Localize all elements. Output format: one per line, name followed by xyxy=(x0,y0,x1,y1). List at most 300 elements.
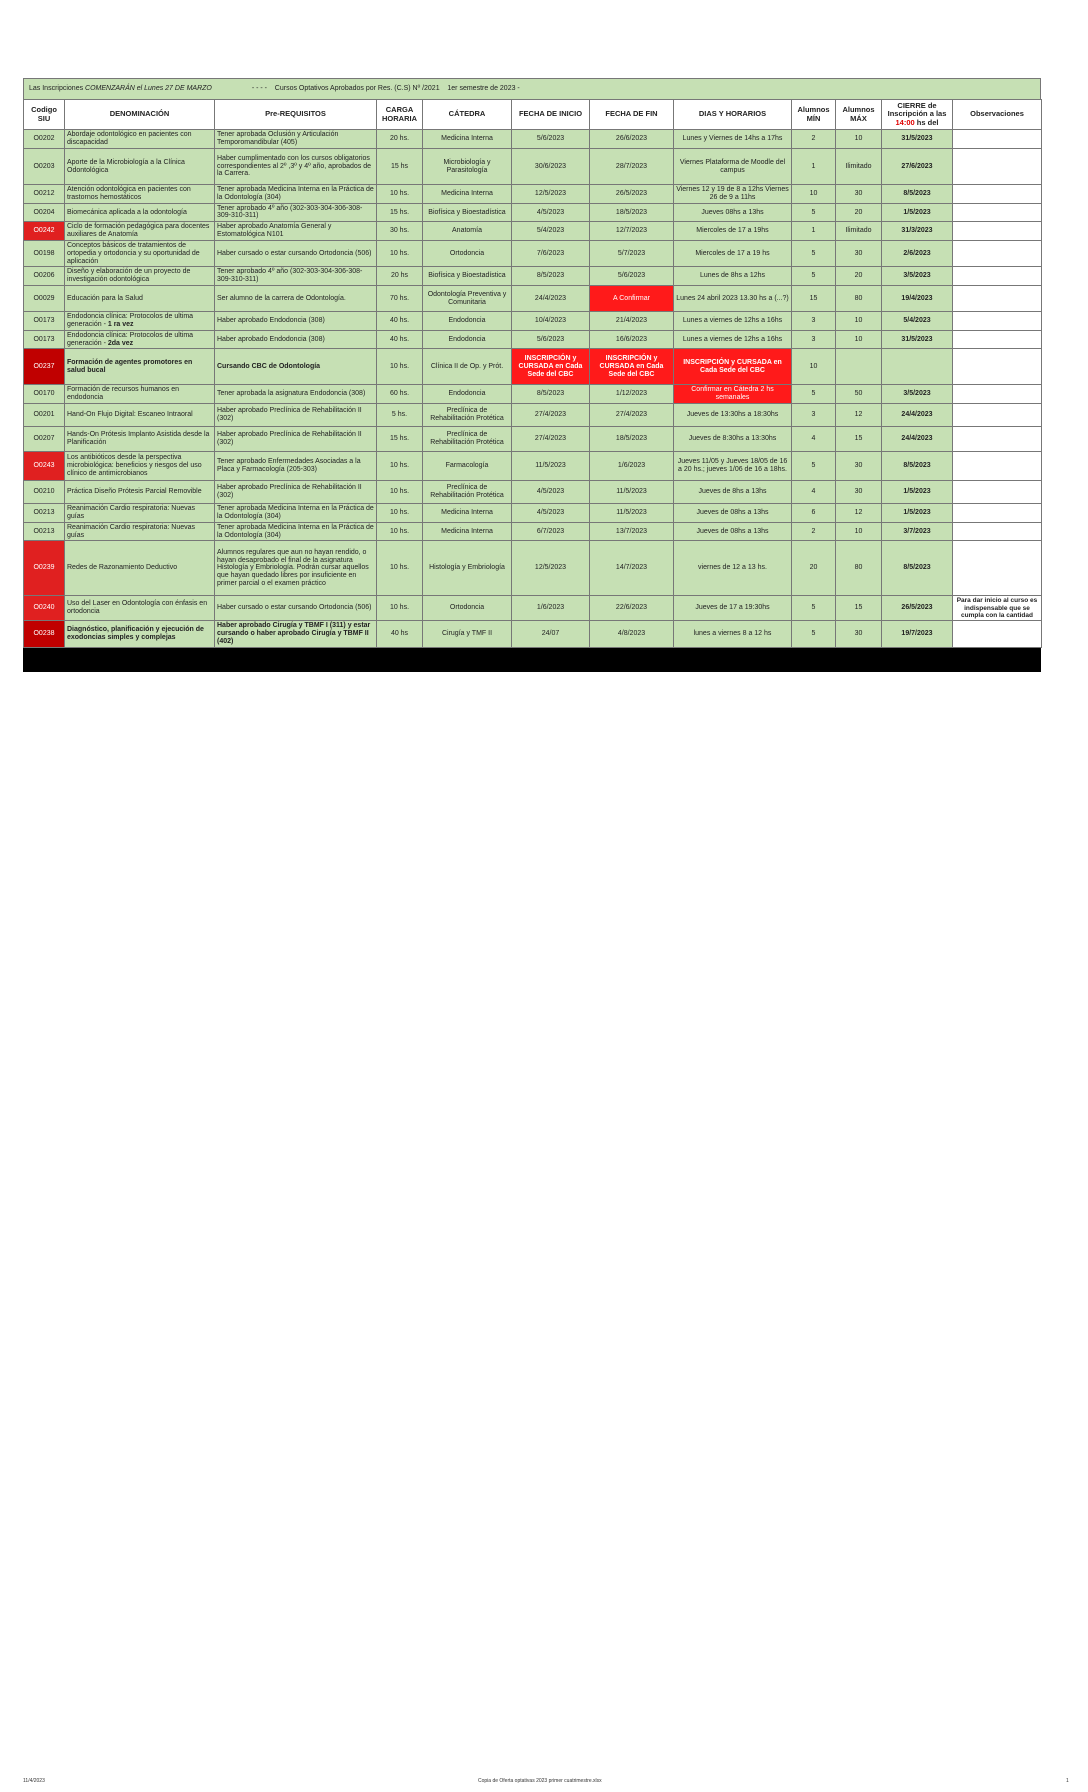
pre-text: Haber aprobado Cirugía y TBMF I (311) y estar cursando o haber aprobado Cirugía y TBMF II (402) xyxy=(217,622,371,646)
cell-inicio xyxy=(512,404,590,427)
header-catedra: CÁTEDRA xyxy=(423,100,512,130)
cell-inicio xyxy=(512,385,590,404)
cell-dias xyxy=(674,481,792,504)
cell-fin xyxy=(590,330,674,349)
cell-obs xyxy=(953,522,1042,541)
min-text: 3 xyxy=(811,335,816,343)
max-text: Ilimitado xyxy=(845,227,872,235)
cell-den xyxy=(65,267,215,286)
dias-text: Jueves de 08hs a 13hs xyxy=(696,527,769,535)
cell-inicio xyxy=(512,185,590,204)
cell-min xyxy=(792,481,836,504)
cierre-text: 26/5/2023 xyxy=(901,604,933,612)
cell-den xyxy=(65,522,215,541)
code-text: O0170 xyxy=(33,390,55,398)
table-row xyxy=(24,185,1042,204)
cell-min xyxy=(792,349,836,385)
cierre-text: 1/5/2023 xyxy=(903,508,931,516)
max-text: 15 xyxy=(854,435,863,443)
cell-cierre xyxy=(882,596,953,621)
catedra-text: Medicina Interna xyxy=(441,135,493,143)
cell-catedra xyxy=(423,596,512,621)
cell-inicio xyxy=(512,286,590,312)
fin-text: 12/7/2023 xyxy=(615,227,648,235)
cell-max xyxy=(836,522,882,541)
cell-catedra xyxy=(423,149,512,185)
cell-carga xyxy=(377,522,423,541)
cell-catedra xyxy=(423,312,512,331)
cell-obs xyxy=(953,312,1042,331)
min-text: 5 xyxy=(811,208,816,216)
inicio-text: 5/4/2023 xyxy=(536,227,565,235)
min-text: 5 xyxy=(811,630,816,638)
cell-dias xyxy=(674,130,792,149)
den-text: Endodoncia clínica: Protocolos de ultima generación - xyxy=(67,313,194,328)
pre-text: Haber cursado o estar cursando Ortodoncia (506) xyxy=(217,604,372,612)
den-text: Ciclo de formación pedagógica para docentes auxiliares de Anatomía xyxy=(67,223,210,239)
cell-carga xyxy=(377,330,423,349)
dias-text: Jueves de 8hs a 13hs xyxy=(698,488,767,496)
cell-carga xyxy=(377,240,423,266)
cell-cierre xyxy=(882,427,953,452)
header-cierre xyxy=(882,100,953,130)
pre-text: Haber cumplimentado con los cursos obligatorios correspondientes al 2º ,3º y 4º año, aprobados de la Carrera. xyxy=(217,154,371,178)
code-text: O0207 xyxy=(33,435,55,443)
cell-catedra xyxy=(423,240,512,266)
cell-max xyxy=(836,452,882,481)
cell-catedra xyxy=(423,452,512,481)
cierre-text: 8/5/2023 xyxy=(903,564,931,572)
cell-obs xyxy=(953,621,1042,648)
cell-catedra xyxy=(423,385,512,404)
cell-code xyxy=(24,149,65,185)
cierre-text: 27/6/2023 xyxy=(901,162,933,170)
cierre-text: 1/5/2023 xyxy=(903,488,931,496)
cierre-text: 31/5/2023 xyxy=(901,335,933,343)
min-text: 2 xyxy=(811,527,816,535)
cell-obs xyxy=(953,286,1042,312)
cell-dias xyxy=(674,621,792,648)
cell-dias xyxy=(674,312,792,331)
inicio-text: 30/6/2023 xyxy=(534,162,567,170)
header-max: Alumnos MÁX xyxy=(836,100,882,130)
cell-catedra xyxy=(423,522,512,541)
cell-den xyxy=(65,621,215,648)
table-row xyxy=(24,222,1042,241)
dias-text: Lunes a viernes de 12hs a 16hs xyxy=(682,335,783,343)
cell-fin xyxy=(590,222,674,241)
cierre-text: 24/4/2023 xyxy=(901,435,933,443)
carga-text: 10 hs. xyxy=(389,363,410,370)
cell-inicio xyxy=(512,504,590,523)
cell-inicio xyxy=(512,541,590,596)
code-text: O0198 xyxy=(33,249,55,257)
code-text: O0243 xyxy=(33,462,55,470)
header-cierre-suffix: hs del xyxy=(916,117,939,127)
cell-min xyxy=(792,596,836,621)
fin-text: 28/7/2023 xyxy=(615,162,648,170)
courses-table xyxy=(23,99,1042,648)
header-row xyxy=(24,100,1042,130)
fin-text: 1/12/2023 xyxy=(615,390,648,398)
min-text: 2 xyxy=(811,135,816,143)
cell-den xyxy=(65,596,215,621)
carga-text: 10 hs. xyxy=(389,564,410,572)
cell-fin xyxy=(590,385,674,404)
cell-fin xyxy=(590,404,674,427)
catedra-text: Biofísica y Bioestadística xyxy=(428,272,506,280)
cell-inicio xyxy=(512,621,590,648)
carga-text: 60 hs. xyxy=(389,390,410,398)
cell-max xyxy=(836,621,882,648)
carga-text: 5 hs. xyxy=(391,411,408,419)
cell-dias xyxy=(674,596,792,621)
cell-den xyxy=(65,312,215,331)
cell-max xyxy=(836,203,882,222)
cierre-text: 19/4/2023 xyxy=(901,294,933,302)
pre-text: Haber aprobado Anatomía General y Estomatológica N101 xyxy=(217,223,332,239)
cell-carga xyxy=(377,481,423,504)
cell-pre xyxy=(215,404,377,427)
pre-text: Tener aprobada Medicina Interna en la Práctica de la Odontología (304) xyxy=(217,186,374,201)
cell-min xyxy=(792,427,836,452)
table-row xyxy=(24,240,1042,266)
carga-text: 10 hs. xyxy=(389,189,410,197)
cell-cierre xyxy=(882,203,953,222)
cell-pre xyxy=(215,286,377,312)
code-text: O0238 xyxy=(33,630,55,638)
cell-max xyxy=(836,312,882,331)
cell-code xyxy=(24,385,65,404)
den-text: Endodoncia clínica: Protocolos de ultima generación - xyxy=(67,331,194,347)
cell-code xyxy=(24,240,65,266)
dias-text: Lunes 24 abril 2023 13.30 hs a (...?) xyxy=(676,294,789,302)
cell-max xyxy=(836,427,882,452)
cell-inicio xyxy=(512,427,590,452)
cell-carga xyxy=(377,404,423,427)
cell-min xyxy=(792,286,836,312)
catedra-text: Medicina Interna xyxy=(441,527,493,535)
max-text: 10 xyxy=(854,335,863,343)
catedra-text: Cirugía y TMF II xyxy=(441,630,493,638)
cell-code xyxy=(24,481,65,504)
cell-obs xyxy=(953,481,1042,504)
den-text: Abordaje odontológico en pacientes con discapacidad xyxy=(67,131,192,146)
catedra-text: Ortodoncia xyxy=(449,604,485,612)
inicio-text: 8/5/2023 xyxy=(536,272,565,280)
max-text: 10 xyxy=(854,135,863,143)
dias-text: Lunes y Viernes de 14hs a 17hs xyxy=(682,135,783,143)
fin-text: A Confirmar xyxy=(613,294,650,302)
black-bar xyxy=(23,648,1041,672)
cell-cierre xyxy=(882,286,953,312)
cierre-text: 3/5/2023 xyxy=(903,272,931,280)
cell-pre xyxy=(215,349,377,385)
den-text: Reanimación Cardio respiratoria: Nuevas guías xyxy=(67,523,196,539)
cell-cierre xyxy=(882,330,953,349)
cell-den xyxy=(65,240,215,266)
cell-min xyxy=(792,149,836,185)
cell-fin xyxy=(590,522,674,541)
cell-code xyxy=(24,427,65,452)
code-text: O0204 xyxy=(33,208,55,216)
cell-cierre xyxy=(882,222,953,241)
cell-pre xyxy=(215,312,377,331)
cell-catedra xyxy=(423,330,512,349)
cell-den xyxy=(65,385,215,404)
cell-min xyxy=(792,621,836,648)
code-text: O0213 xyxy=(33,527,55,535)
cell-fin xyxy=(590,541,674,596)
pre-text: Tener aprobado 4º año (302-303-304-306-308-309-310-311) xyxy=(217,204,363,220)
min-text: 5 xyxy=(811,249,816,257)
banner-row xyxy=(23,78,1041,99)
code-text: O0242 xyxy=(33,227,55,235)
cell-min xyxy=(792,522,836,541)
fin-text: 18/5/2023 xyxy=(615,435,648,443)
cierre-text: 8/5/2023 xyxy=(903,189,931,197)
table-row xyxy=(24,621,1042,648)
carga-text: 40 hs. xyxy=(389,335,410,343)
cell-catedra xyxy=(423,427,512,452)
cell-catedra xyxy=(423,349,512,385)
max-text: 30 xyxy=(854,189,863,197)
fin-text: 1/6/2023 xyxy=(617,462,646,470)
fin-text: 11/5/2023 xyxy=(616,488,647,496)
table-row xyxy=(24,452,1042,481)
catedra-text: Microbiología y Parasitología xyxy=(443,158,491,174)
cell-min xyxy=(792,330,836,349)
cell-inicio xyxy=(512,452,590,481)
cell-inicio xyxy=(512,312,590,331)
cell-code xyxy=(24,330,65,349)
max-text: Ilimitado xyxy=(845,162,872,170)
cell-den xyxy=(65,481,215,504)
min-text: 20 xyxy=(809,564,818,572)
cell-code xyxy=(24,203,65,222)
cell-code xyxy=(24,621,65,648)
cell-fin xyxy=(590,149,674,185)
max-text: 80 xyxy=(854,294,863,302)
den-text: Los antibióticos desde la perspectiva microbiológica: beneficios y riesgos del uso clínico de antimicrobianos xyxy=(67,454,202,477)
inicio-text: 4/5/2023 xyxy=(536,488,565,496)
inicio-text: INSCRIPCIÓN y CURSADA en Cada Sede del CBC xyxy=(518,355,583,378)
table-row xyxy=(24,149,1042,185)
cell-catedra xyxy=(423,541,512,596)
max-text: 30 xyxy=(854,462,863,470)
table-row xyxy=(24,504,1042,523)
table-row xyxy=(24,349,1042,385)
max-text: 30 xyxy=(854,488,863,496)
pre-text: Haber cursado o estar cursando Ortodoncia (506) xyxy=(217,249,372,257)
cell-code xyxy=(24,541,65,596)
cell-code xyxy=(24,222,65,241)
cell-obs xyxy=(953,504,1042,523)
catedra-text: Biofísica y Bioestadística xyxy=(428,208,506,216)
code-text: O0201 xyxy=(33,411,55,419)
table-row xyxy=(24,522,1042,541)
cell-dias xyxy=(674,349,792,385)
cell-catedra xyxy=(423,203,512,222)
cell-pre xyxy=(215,149,377,185)
footer-page: 1 xyxy=(1066,1778,1069,1784)
catedra-text: Endodoncia xyxy=(448,317,486,325)
table-row xyxy=(24,267,1042,286)
min-text: 15 xyxy=(809,294,818,302)
inicio-text: 7/6/2023 xyxy=(536,249,565,257)
cell-fin xyxy=(590,203,674,222)
cierre-text: 8/5/2023 xyxy=(903,462,931,470)
cell-max xyxy=(836,404,882,427)
carga-text: 15 hs. xyxy=(389,435,410,443)
fin-text: 4/8/2023 xyxy=(617,630,646,638)
carga-text: 15 hs. xyxy=(389,208,410,216)
cell-obs xyxy=(953,130,1042,149)
dias-text: Jueves de 17 a 19:30hs xyxy=(695,604,770,612)
code-text: O0203 xyxy=(33,162,55,170)
cell-cierre xyxy=(882,385,953,404)
banner-dashes: - - - - xyxy=(251,85,268,92)
fin-text: 26/5/2023 xyxy=(615,189,648,197)
header-cierre-time: 14:00 xyxy=(895,117,915,127)
cell-fin xyxy=(590,596,674,621)
catedra-text: Medicina Interna xyxy=(441,508,493,516)
cell-carga xyxy=(377,385,423,404)
max-text: 20 xyxy=(854,208,863,216)
cell-carga xyxy=(377,203,423,222)
table-row xyxy=(24,385,1042,404)
cell-dias xyxy=(674,330,792,349)
inicio-text: 27/4/2023 xyxy=(534,435,567,443)
catedra-text: Farmacología xyxy=(445,462,489,470)
cell-den xyxy=(65,286,215,312)
cell-carga xyxy=(377,621,423,648)
min-text: 6 xyxy=(811,508,816,516)
cell-dias xyxy=(674,286,792,312)
code-text: O0212 xyxy=(33,189,55,197)
dias-text: Jueves de 13:30hs a 18:30hs xyxy=(686,411,779,419)
carga-text: 40 hs xyxy=(390,630,409,638)
cell-catedra xyxy=(423,404,512,427)
den-text: Conceptos básicos de tratamientos de ortopedia y ortodoncia y su oportunidad de aplicación xyxy=(67,241,200,265)
cell-cierre xyxy=(882,149,953,185)
cell-den xyxy=(65,149,215,185)
cell-inicio xyxy=(512,149,590,185)
cell-carga xyxy=(377,541,423,596)
cierre-text: 31/3/2023 xyxy=(901,227,933,235)
cell-carga xyxy=(377,312,423,331)
table-row xyxy=(24,330,1042,349)
catedra-text: Endodoncia xyxy=(448,335,486,343)
table-row xyxy=(24,203,1042,222)
cell-obs xyxy=(953,385,1042,404)
catedra-text: Endodoncia xyxy=(448,390,486,398)
cell-max xyxy=(836,222,882,241)
cell-inicio xyxy=(512,203,590,222)
den-text: Aporte de la Microbiología a la Clínica Odontológica xyxy=(67,158,185,174)
cell-dias xyxy=(674,149,792,185)
cell-den xyxy=(65,404,215,427)
carga-text: 40 hs. xyxy=(389,317,410,325)
header-denominacion: DENOMINACIÓN xyxy=(65,100,215,130)
max-text: 20 xyxy=(854,272,863,280)
cell-dias xyxy=(674,541,792,596)
cierre-text: 3/7/2023 xyxy=(903,527,931,535)
cell-dias xyxy=(674,385,792,404)
table-row xyxy=(24,404,1042,427)
cell-max xyxy=(836,349,882,385)
cell-pre xyxy=(215,596,377,621)
dias-text: Lunes a viernes de 12hs a 16hs xyxy=(682,317,783,325)
cell-den xyxy=(65,427,215,452)
min-text: 5 xyxy=(811,604,816,612)
cell-fin xyxy=(590,267,674,286)
cell-min xyxy=(792,222,836,241)
dias-text: Confirmar en Cátedra 2 hs semanales xyxy=(691,386,774,402)
code-text: O0213 xyxy=(33,508,55,516)
cell-catedra xyxy=(423,267,512,286)
cell-inicio xyxy=(512,240,590,266)
banner-prefix: Las Inscripciones xyxy=(29,85,86,92)
fin-text: 14/7/2023 xyxy=(615,564,648,572)
cell-catedra xyxy=(423,222,512,241)
cell-code xyxy=(24,452,65,481)
obs-text: Para dar inicio al curso es indispensable que se cumpla con la cantidad xyxy=(956,597,1038,619)
cell-max xyxy=(836,286,882,312)
cell-obs xyxy=(953,349,1042,385)
cell-catedra xyxy=(423,504,512,523)
min-text: 4 xyxy=(811,435,816,443)
cell-catedra xyxy=(423,286,512,312)
cell-code xyxy=(24,312,65,331)
catedra-text: Clínica II de Op. y Prót. xyxy=(430,363,504,370)
cell-code xyxy=(24,404,65,427)
code-text: O0239 xyxy=(33,564,55,572)
banner-resolution: Cursos Optativos Aprobados por Res. (C.S) Nº /2021 xyxy=(274,85,440,92)
inicio-text: 6/7/2023 xyxy=(536,527,565,535)
header-fin: FECHA DE FIN xyxy=(590,100,674,130)
cell-code xyxy=(24,286,65,312)
cell-max xyxy=(836,240,882,266)
fin-text: 13/7/2023 xyxy=(615,527,648,535)
table-row xyxy=(24,312,1042,331)
cell-catedra xyxy=(423,481,512,504)
carga-text: 15 hs xyxy=(390,162,409,170)
header-carga: CARGA HORARIA xyxy=(377,100,423,130)
cell-inicio xyxy=(512,330,590,349)
cell-cierre xyxy=(882,185,953,204)
cell-dias xyxy=(674,522,792,541)
fin-text: 16/6/2023 xyxy=(615,335,648,343)
dias-text: Lunes de 8hs a 12hs xyxy=(700,272,765,280)
cell-den xyxy=(65,203,215,222)
dias-text: Miercoles de 17 a 19hs xyxy=(696,227,769,235)
min-text: 5 xyxy=(811,462,816,470)
cell-fin xyxy=(590,427,674,452)
den-text: Educación para la Salud xyxy=(67,294,143,302)
dias-text: Viernes 12 y 19 de 8 a 12hs Viernes 26 de 9 a 11hs xyxy=(676,186,789,201)
cell-min xyxy=(792,404,836,427)
cell-dias xyxy=(674,203,792,222)
cell-carga xyxy=(377,427,423,452)
cell-fin xyxy=(590,130,674,149)
cell-min xyxy=(792,240,836,266)
cierre-text: 2/6/2023 xyxy=(903,249,931,257)
cell-carga xyxy=(377,349,423,385)
cell-fin xyxy=(590,621,674,648)
cierre-text: 1/5/2023 xyxy=(903,208,931,216)
cell-min xyxy=(792,504,836,523)
